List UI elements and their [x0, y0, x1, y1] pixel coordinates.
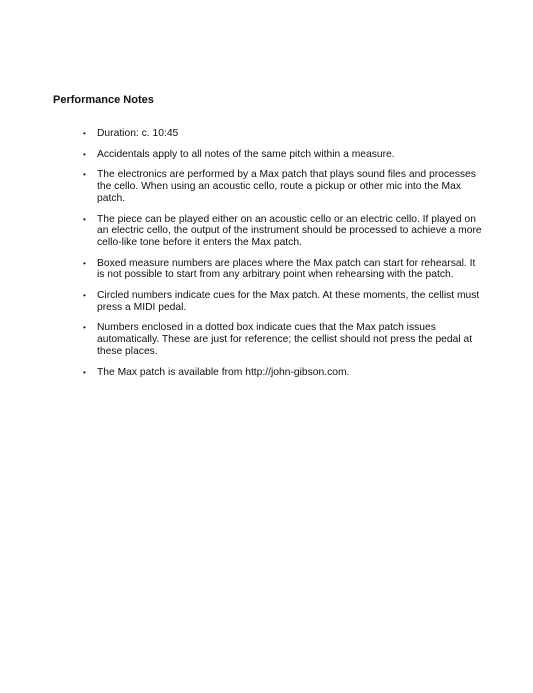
note-electronics [83, 169, 483, 204]
bullet-icon: • [83, 291, 86, 301]
performance-notes-list [83, 128, 483, 387]
bullet-icon: • [83, 258, 86, 268]
bullet-icon: • [83, 170, 86, 180]
bullet-icon: • [83, 323, 86, 333]
note-text: Circled numbers indicate cues for the Max patch. At these moments, the cellist must press a MIDI pedal. [97, 290, 480, 313]
bullet-icon: • [83, 129, 86, 138]
note-instrument [83, 214, 483, 249]
note-text: Accidentals apply to all notes of the same pitch within a measure. [97, 148, 395, 160]
note-max-patch-link [83, 367, 483, 379]
note-boxed-measures [83, 258, 483, 281]
note-duration [83, 128, 483, 140]
note-text: The Max patch is available from http://john-gibson.com. [97, 366, 350, 378]
note-text: Boxed measure numbers are places where the Max patch can start for rehearsal. It is not possible to start from any arbitrary point when rehearsing with the patch. [97, 257, 476, 281]
note-circled-numbers [83, 290, 483, 313]
note-dotted-box [83, 322, 483, 357]
bullet-icon: • [83, 214, 86, 224]
bullet-icon: • [83, 149, 86, 159]
note-text: Duration: c. 10:45 [97, 128, 179, 139]
page-title: Performance Notes [53, 94, 154, 106]
note-text: The piece can be played either on an acoustic cello or an electric cello. If played on an electric cello, the output of the instrument should be processed to achieve a more cello-like tone before it enters the Max patch. [97, 213, 482, 248]
note-text: Numbers enclosed in a dotted box indicate cues that the Max patch issues automatically. These are just for reference; the cellist should not press the pedal at these places. [97, 322, 473, 357]
note-text: The electronics are performed by a Max patch that plays sound files and processes the cello. When using an acoustic cello, route a pickup or other mic into the Max patch. [97, 169, 476, 204]
bullet-icon: • [83, 367, 86, 377]
note-accidentals [83, 149, 483, 161]
